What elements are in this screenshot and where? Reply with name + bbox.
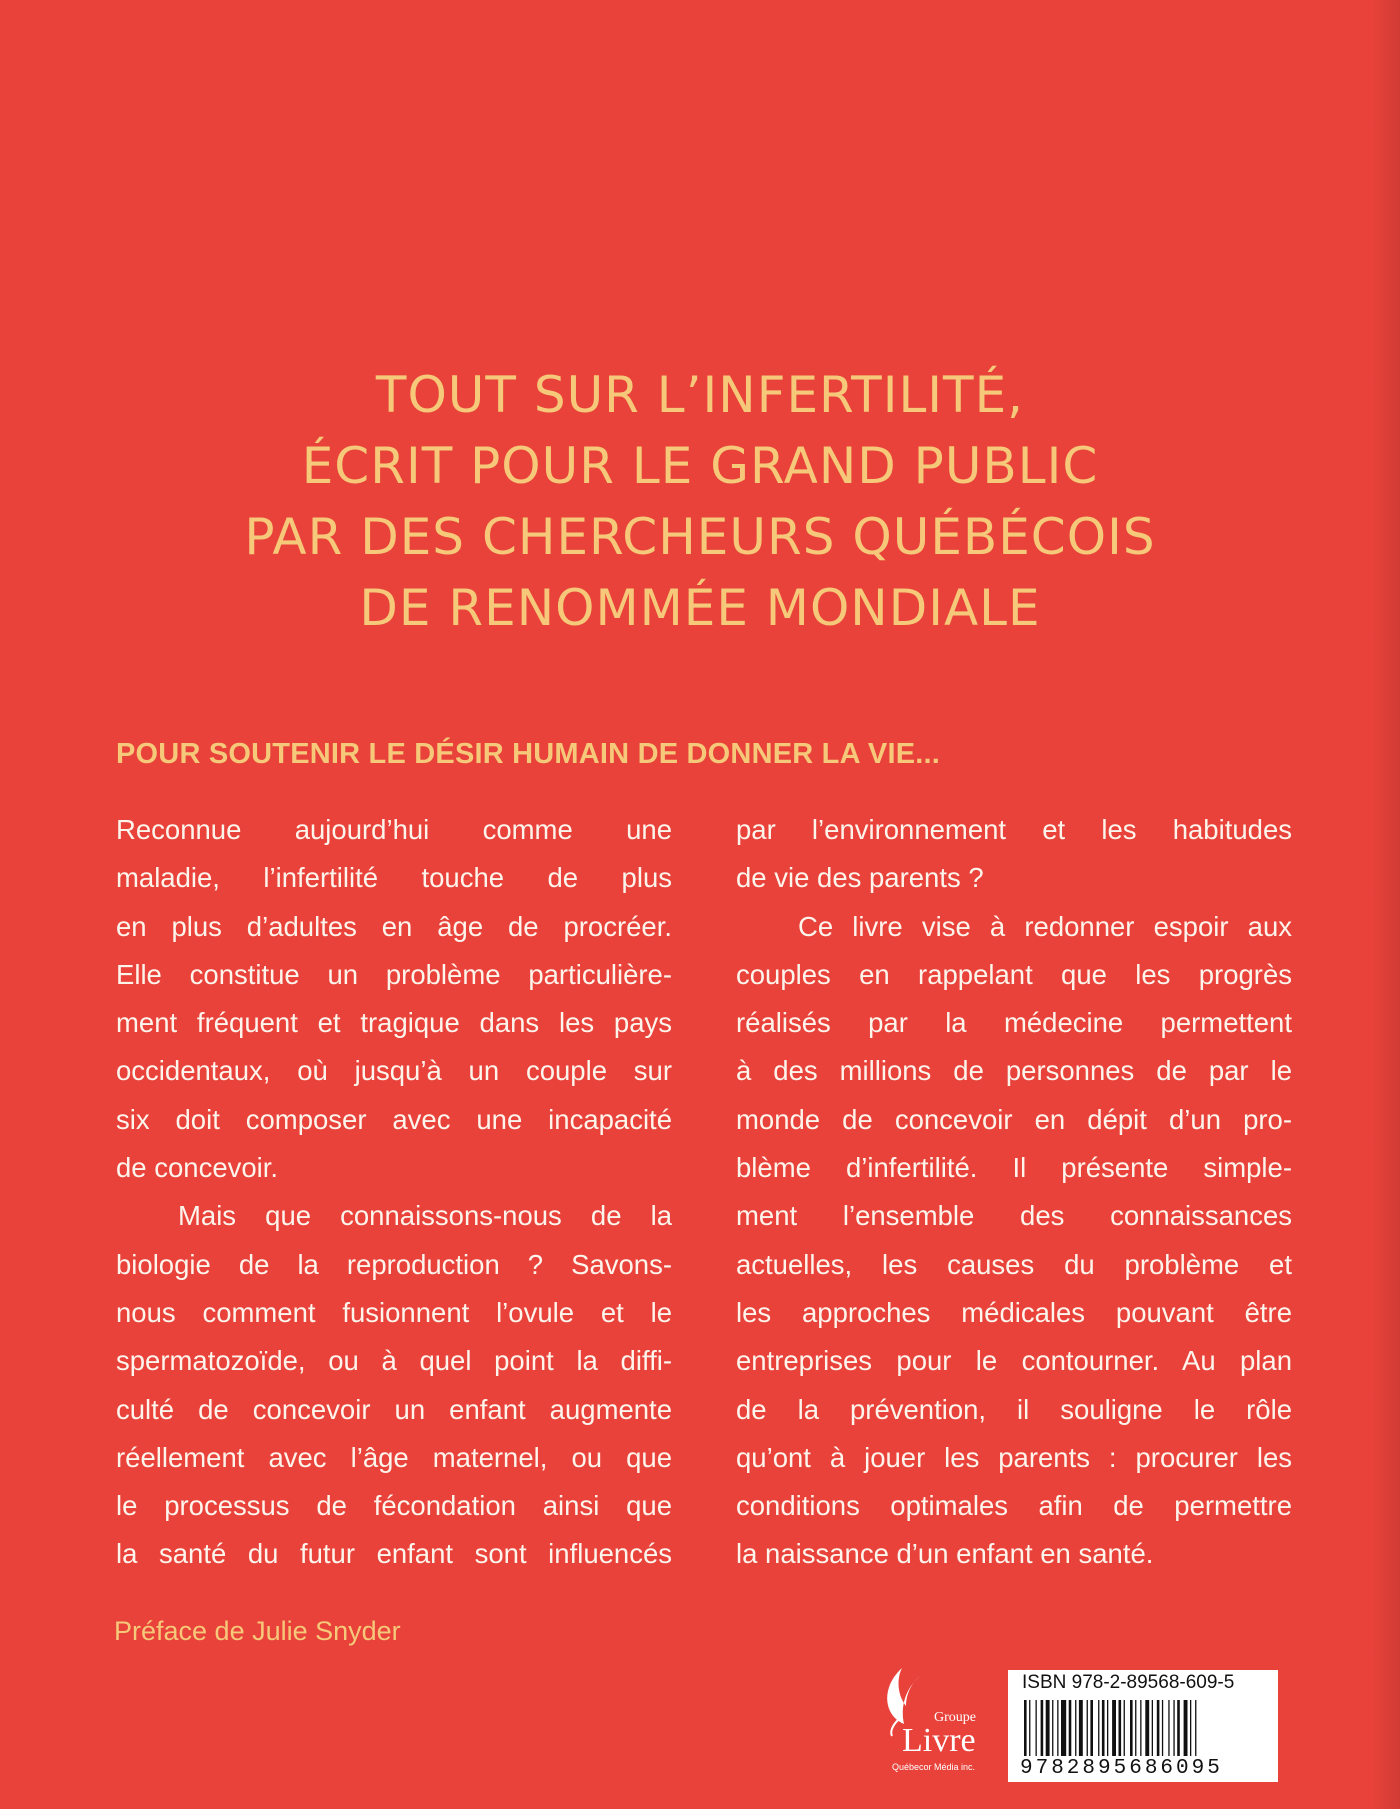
left-paragraph-2 bbox=[116, 1192, 672, 1240]
text-line: spermatozoïde, ou à quel point la diffi- bbox=[116, 1345, 672, 1377]
barcode-bar bbox=[1119, 1700, 1122, 1756]
barcode-bar bbox=[1112, 1700, 1116, 1756]
barcode-bar bbox=[1184, 1700, 1188, 1756]
barcode-bar bbox=[1107, 1700, 1108, 1756]
publisher-line3: Québecor Média inc. bbox=[892, 1762, 976, 1772]
barcode-bar bbox=[1190, 1700, 1191, 1756]
text-line: ment fréquent et tragique dans les pays bbox=[116, 1007, 672, 1039]
barcode-bars bbox=[1024, 1700, 1268, 1756]
right-paragraph-2-cont bbox=[736, 951, 1292, 1579]
barcode-bar bbox=[1061, 1700, 1066, 1756]
text-line: entreprises pour le contourner. Au plan bbox=[736, 1345, 1292, 1377]
left-paragraph-1 bbox=[116, 806, 672, 1192]
text-line: de concevoir. bbox=[116, 1152, 279, 1184]
text-line: actuelles, les causes du problème et bbox=[736, 1248, 1292, 1280]
barcode-bar bbox=[1177, 1700, 1180, 1756]
barcode-bar bbox=[1195, 1700, 1196, 1756]
barcode-bar bbox=[1087, 1700, 1088, 1756]
headline-line-4: DE RENOMMÉE MONDIALE bbox=[359, 579, 1041, 637]
text-line: blème d’infertilité. Il présente simple- bbox=[736, 1152, 1292, 1184]
right-paragraph-2 bbox=[736, 903, 1292, 951]
text-line: à des millions de personnes de par le bbox=[736, 1055, 1292, 1087]
barcode-bar bbox=[1079, 1700, 1083, 1756]
spine-shadow bbox=[1372, 0, 1400, 1809]
preface-credit: Préface de Julie Snyder bbox=[114, 1616, 401, 1646]
text-line: Mais que connaissons-nous de la bbox=[178, 1200, 672, 1232]
publisher-line2: Livre bbox=[902, 1722, 976, 1759]
text-line: par l’environnement et les habitudes bbox=[736, 814, 1292, 845]
text-line: biologie de la reproduction ? Savons- bbox=[116, 1248, 672, 1280]
text-line: ment l’ensemble des connaissances bbox=[736, 1200, 1292, 1232]
text-line: qu’ont à jouer les parents : procurer les bbox=[736, 1441, 1292, 1473]
text-line: Ce livre vise à redonner espoir aux bbox=[798, 910, 1292, 942]
text-line: les approches médicales pouvant être bbox=[736, 1296, 1292, 1328]
text-line: de vie des parents ? bbox=[736, 862, 984, 894]
text-line: couples en rappelant que les progrès bbox=[736, 958, 1292, 990]
left-paragraph-2-cont bbox=[116, 1241, 672, 1579]
barcode-bar bbox=[1145, 1700, 1149, 1756]
left-column bbox=[116, 806, 672, 1579]
text-line: monde de concevoir en dépit d’un pro- bbox=[736, 1103, 1292, 1135]
tagline: POUR SOUTENIR LE DÉSIR HUMAIN DE DONNER LA VIE... bbox=[116, 738, 941, 770]
barcode-bar bbox=[1036, 1700, 1037, 1756]
isbn-label: ISBN 978-2-89568-609-5 bbox=[1022, 1672, 1235, 1693]
text-line: six doit composer avec une incapacité bbox=[116, 1103, 672, 1135]
text-line: le processus de fécondation ainsi que bbox=[116, 1490, 672, 1522]
right-paragraph-1 bbox=[736, 806, 1292, 903]
barcode-bar bbox=[1041, 1700, 1044, 1756]
barcode-bar bbox=[1046, 1700, 1050, 1756]
text-line: Reconnue aujourd’hui comme une bbox=[116, 814, 672, 845]
barcode-bar bbox=[1135, 1700, 1136, 1756]
barcode-bar bbox=[1102, 1700, 1105, 1756]
barcode-bar bbox=[1090, 1700, 1093, 1756]
text-line: réellement avec l’âge maternel, ou que bbox=[116, 1441, 672, 1473]
barcode-bar bbox=[1029, 1700, 1030, 1756]
barcode-bar bbox=[1140, 1700, 1141, 1756]
barcode-bar bbox=[1173, 1700, 1174, 1756]
text-line: Elle constitue un problème particulière- bbox=[116, 958, 672, 990]
headline bbox=[0, 360, 1400, 644]
publisher-line1: Groupe bbox=[934, 1710, 976, 1725]
text-line: la santé du futur enfant sont influencés bbox=[116, 1538, 672, 1570]
text-line: nous comment fusionnent l’ovule et le bbox=[116, 1296, 672, 1328]
barcode-bar bbox=[1168, 1700, 1169, 1756]
barcode-bar bbox=[1075, 1700, 1076, 1756]
text-line: culté de concevoir un enfant augmente bbox=[116, 1393, 672, 1425]
barcode-bar bbox=[1130, 1700, 1133, 1756]
text-line: en plus d’adultes en âge de procréer. bbox=[116, 910, 672, 942]
text-line: conditions optimales afin de permettre bbox=[736, 1490, 1292, 1522]
barcode-bar bbox=[1157, 1700, 1160, 1756]
barcode-bar bbox=[1162, 1700, 1163, 1756]
right-column bbox=[736, 806, 1292, 1579]
text-line: la naissance d’un enfant en santé. bbox=[736, 1538, 1154, 1570]
text-line: maladie, l’infertilité touche de plus bbox=[116, 862, 672, 894]
text-line: occidentaux, où jusqu’à un couple sur bbox=[116, 1055, 672, 1087]
barcode-bar bbox=[1024, 1700, 1027, 1756]
barcode-bar bbox=[1057, 1700, 1058, 1756]
headline-line-3: PAR DES CHERCHEURS QUÉBÉCOIS bbox=[244, 508, 1156, 566]
publisher-logo bbox=[862, 1660, 982, 1780]
headline-line-1: TOUT SUR L’INFERTILITÉ, bbox=[375, 366, 1025, 424]
barcode-bar bbox=[1124, 1700, 1125, 1756]
text-line: de la prévention, il souligne le rôle bbox=[736, 1393, 1292, 1425]
barcode-bar bbox=[1152, 1700, 1153, 1756]
barcode-bar bbox=[1098, 1700, 1099, 1756]
headline-line-2: ÉCRIT POUR LE GRAND PUBLIC bbox=[301, 437, 1099, 495]
barcode-bar bbox=[1052, 1700, 1053, 1756]
text-line: réalisés par la médecine permettent bbox=[736, 1007, 1292, 1039]
barcode-bar bbox=[1069, 1700, 1072, 1756]
barcode-digits: 9782895686095 bbox=[1020, 1757, 1223, 1780]
